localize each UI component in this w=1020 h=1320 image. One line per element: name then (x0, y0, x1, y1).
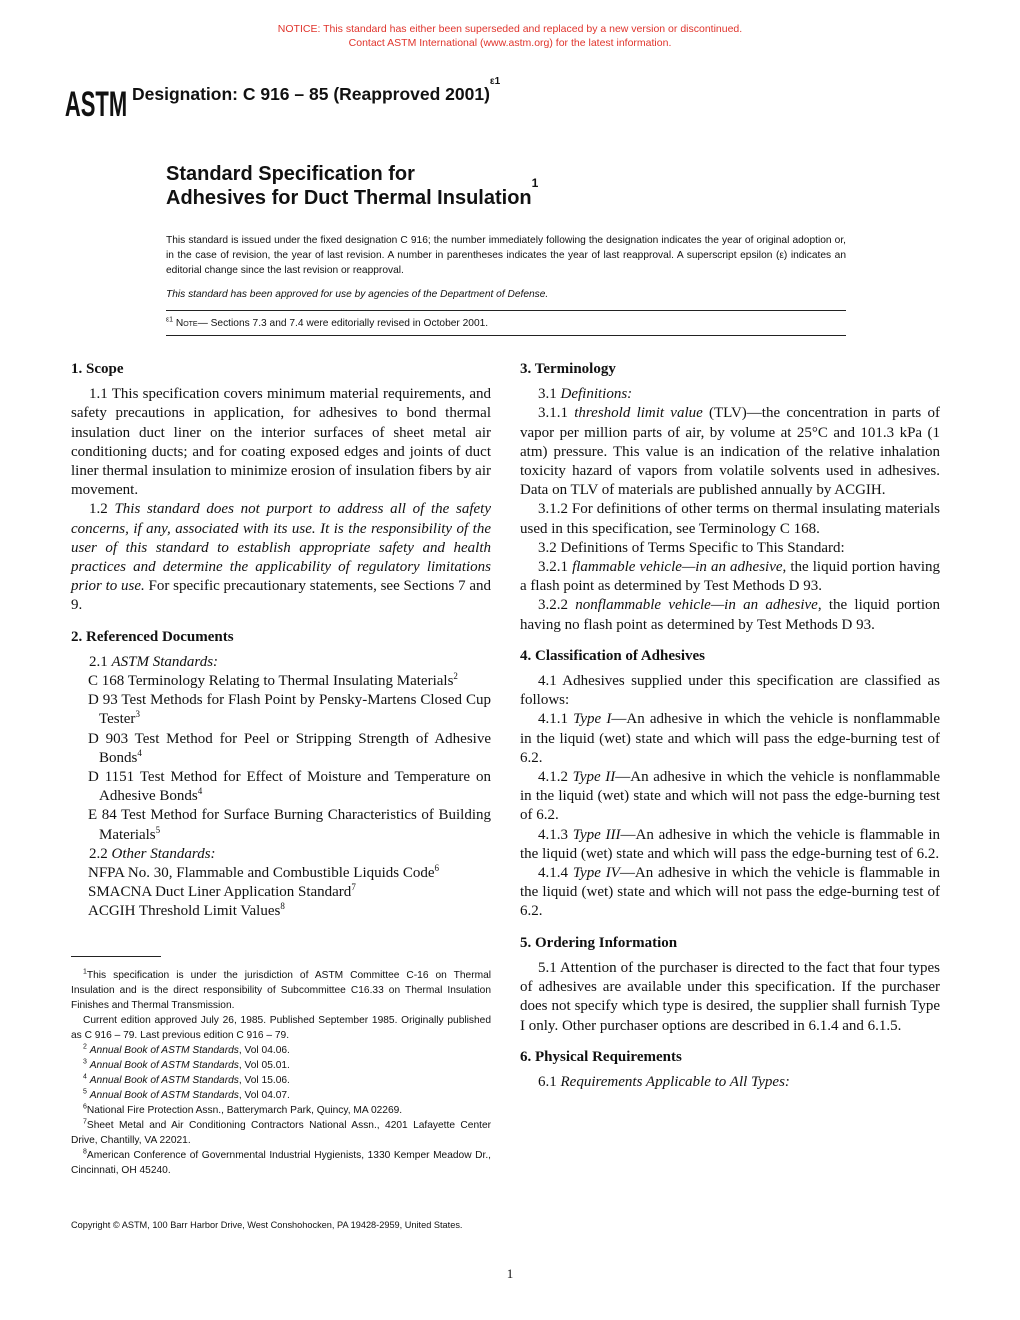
reference-item (71, 768, 491, 806)
footnote-text: Current edition approved July 26, 1985. Published September 1985. Originally published as C 916 – 79. Last previous edition C 916 – 79. (71, 1015, 491, 1041)
footnote (71, 1118, 491, 1148)
enote-label: Note (175, 318, 198, 329)
reference-sup: 4 (197, 786, 203, 797)
title-line-1: Standard Specification for (166, 163, 415, 185)
reference-sup: 3 (135, 709, 140, 720)
type-item (520, 768, 940, 826)
footnote-sup: 5 (83, 1088, 87, 1096)
section-3-heading: 3. Terminology (520, 361, 616, 377)
reference-item (71, 864, 491, 883)
reference-sup: 8 (280, 901, 285, 912)
type-label: Type II (572, 769, 616, 786)
footnote-text: This specification is under the jurisdiction of ASTM Committee C-16 on Thermal Insulation and is the direct responsibility of Subcommittee C16.33 on Thermal Insulation Finishes and Thermal Transmission. (71, 970, 491, 1011)
para-3-1-1-term: threshold limit value (574, 405, 703, 422)
type-num: 4.1.1 (538, 711, 574, 728)
para-3-2: 3.2 Definitions of Terms Specific to This Standard: (538, 539, 845, 556)
para-1-1: 1.1 This specification covers minimum material requirements, and safety precautions in application, for adhesives to bond thermal insulation duct liner on the interior surfaces of sheet metal air conditioning ducts; and for coating exposed edges and joints of duct liner thermal insulation to minimize erosion of insulation fibers by air movement. (71, 386, 491, 499)
type-num: 4.1.4 (538, 865, 573, 882)
section-5-heading: 5. Ordering Information (520, 934, 678, 951)
section-4-heading: 4. Classification of Adhesives (520, 647, 706, 664)
reference-text: SMACNA Duct Liner Application Standard (88, 884, 352, 901)
para-6-1-label: Requirements Applicable to All Types: (560, 1073, 790, 1090)
para-2-2-label: Other Standards: (111, 845, 216, 862)
reference-sup: 4 (137, 747, 142, 758)
type-item (520, 864, 940, 922)
footnote-italic: Annual Book of ASTM Standards (89, 1090, 239, 1101)
logo-text: ASTM (64, 84, 128, 125)
footnote (71, 1013, 491, 1043)
para-2-1 (71, 653, 491, 672)
para-6-1-num: 6.1 (538, 1073, 561, 1090)
footnote-text: National Fire Protection Assn., Batterymarch Park, Quincy, MA 02269. (86, 1105, 403, 1116)
para-3-2-2-term: nonflammable vehicle—in an adhesive (575, 597, 818, 614)
para-2-1-num: 2.1 (89, 653, 112, 670)
designation-text: Designation: C 916 – 85 (Reapproved 2001) (132, 84, 490, 104)
reference-text: ACGIH Threshold Limit Values (88, 903, 281, 920)
enote-epsilon: ε1 (166, 316, 174, 324)
divider-top (166, 310, 846, 311)
para-3-2-2-num: 3.2.2 (538, 597, 576, 614)
footnote-sup: 6 (83, 1103, 87, 1111)
para-3-1-1-text: (TLV)—the concentration in parts of vapor per million parts of air, by volume at 25°C and 101.3 kPa (1 atm) pressure. This value is an indication of the relative inhalation toxicity hazard of vapors from volatile solvents used in adhesives. Data on TLV of materials are published annually by ACGIH. (520, 405, 940, 499)
type-label: Type III (572, 826, 621, 843)
editorial-note (166, 318, 488, 329)
type-label: Type I (573, 711, 612, 728)
designation-epsilon: ε1 (489, 76, 501, 87)
footnote-text: , Vol 15.06. (238, 1075, 290, 1086)
reference-item (71, 806, 491, 844)
footnote-text: , Vol 05.01. (238, 1060, 290, 1071)
para-1-2-num: 1.2 (89, 501, 115, 518)
footnote-divider (71, 956, 161, 957)
footnote (71, 968, 491, 1013)
type-num: 4.1.3 (538, 826, 573, 843)
type-label: Type IV (572, 865, 620, 882)
para-1-2 (71, 500, 491, 615)
reference-text: D 93 Test Methods for Flash Point by Pensky-Martens Closed Cup Tester (88, 692, 491, 728)
reference-item (71, 883, 491, 902)
footnote-sup: 7 (83, 1118, 87, 1126)
footnote-italic: Annual Book of ASTM Standards (89, 1060, 239, 1071)
para-4-1: 4.1 Adhesives supplied under this specification are classified as follows: (520, 673, 940, 709)
para-3-2-1 (520, 558, 940, 596)
para-6-1 (520, 1073, 940, 1092)
para-2-1-label: ASTM Standards: (111, 653, 219, 670)
reference-item (71, 730, 491, 768)
section-6-heading: 6. Physical Requirements (520, 1048, 682, 1065)
reference-item (71, 691, 491, 729)
footnote-sup: 3 (83, 1058, 87, 1066)
issuance-statement: This standard is issued under the fixed designation C 916; the number immediately following the designation indicates the year of original adoption or, in the case of revision, the year of last revision. A number in parentheses indicates the year of last reapproval. A superscript epsilon (ε) indicates an editorial change since the last revision or reapproval. (166, 235, 846, 276)
footnote-text: , Vol 04.07. (238, 1090, 290, 1101)
copyright: Copyright © ASTM, 100 Barr Harbor Drive, West Conshohocken, PA 19428-2959, United States. (71, 1220, 463, 1230)
footnote-text: Sheet Metal and Air Conditioning Contractors National Assn., 4201 Lafayette Center Drive, Chantilly, VA 22021. (71, 1120, 491, 1146)
notice-line-2: Contact ASTM International (www.astm.org) for the latest information. (348, 37, 672, 49)
enote-text: — Sections 7.3 and 7.4 were editorially revised in October 2001. (197, 318, 489, 329)
supersession-notice (0, 22, 1020, 50)
footnote-italic: Annual Book of ASTM Standards (89, 1075, 239, 1086)
title-footnote-ref: 1 (531, 176, 539, 190)
footnote-sup: 4 (83, 1073, 87, 1081)
divider-bottom (166, 335, 846, 336)
para-2-2-num: 2.2 (89, 845, 112, 862)
reference-text: E 84 Test Method for Surface Burning Characteristics of Building Materials (88, 807, 491, 843)
para-2-2 (71, 845, 491, 864)
para-3-1-num: 3.1 (538, 386, 561, 403)
footnote (71, 1058, 491, 1073)
type-item (520, 710, 940, 768)
footnote (71, 1148, 491, 1178)
para-3-1-2: 3.1.2 For definitions of other terms on thermal insulating materials used in this specification, see Terminology C 168. (520, 501, 940, 537)
type-text: —An adhesive in which the vehicle is flammable in the liquid (wet) state and which will pass the edge-burning test of 6.2. (520, 826, 941, 862)
para-3-1-1 (520, 404, 940, 500)
type-text: —An adhesive in which the vehicle is nonflammable in the liquid (wet) state and which will pass the edge-burning test of 6.2. (520, 711, 940, 766)
page-number: 1 (506, 1266, 514, 1281)
para-5-1: 5.1 Attention of the purchaser is directed to the fact that four types of adhesives are available under this specification. If the purchaser does not specify which type is desired, the supplier shall furnish Type I only. Other purchaser options are described in 6.1.4 and 6.1.5. (520, 959, 940, 1034)
para-1-2-italic: This standard does not purport to address all of the safety concerns, if any, associated with its use. It is the responsibility of the user of this standard to establish appropriate safety and health practices and determine the applicability of regulatory limitations prior to use. (71, 501, 492, 595)
title-line-2: Adhesives for Duct Thermal Insulation (166, 187, 532, 209)
notice-line-1: NOTICE: This standard has either been superseded and replaced by a new version or discontinued. (277, 23, 743, 35)
footnote (71, 1073, 491, 1088)
type-text: —An adhesive in which the vehicle is nonflammable in the liquid (wet) state and which will not pass the edge-burning test of 6.2. (520, 769, 940, 824)
reference-sup: 5 (155, 824, 161, 835)
footnote-italic: Annual Book of ASTM Standards (89, 1045, 239, 1056)
footnote-sup: 1 (83, 968, 87, 976)
reference-sup: 7 (351, 882, 356, 893)
type-num: 4.1.2 (538, 769, 573, 786)
reference-item (71, 672, 491, 691)
para-3-2-2-text: , the liquid portion having no flash point as determined by Test Methods D 93. (520, 597, 940, 633)
footnote (71, 1043, 491, 1058)
para-1-2-rest: For specific precautionary statements, see Sections 7 and 9. (71, 578, 491, 614)
dod-approval: This standard has been approved for use by agencies of the Department of Defense. (166, 289, 549, 300)
footnote-text: American Conference of Governmental Industrial Hygienists, 1330 Kemper Meadow Dr., Cincinnati, OH 45240. (71, 1150, 491, 1176)
footnote (71, 1088, 491, 1103)
reference-text: NFPA No. 30, Flammable and Combustible Liquids Code (88, 865, 435, 882)
type-text: —An adhesive in which the vehicle is flammable in the liquid (wet) state and which will not pass the edge-burning test of 6.2. (520, 865, 941, 920)
reference-item (71, 902, 491, 921)
footnote-sup: 2 (83, 1043, 87, 1051)
section-2-heading: 2. Referenced Documents (71, 628, 234, 645)
para-3-2-1-term: flammable vehicle—in an adhesive (572, 559, 783, 576)
para-3-1-1-num: 3.1.1 (538, 405, 575, 422)
astm-logo (64, 76, 128, 125)
reference-sup: 2 (453, 671, 458, 682)
reference-sup: 6 (434, 863, 440, 874)
right-column (520, 360, 940, 1092)
astm-references (71, 672, 491, 845)
footnotes (71, 968, 491, 1178)
section-1-heading: 1. Scope (71, 361, 124, 377)
other-references (71, 864, 491, 922)
type-item (520, 826, 940, 864)
footnote (71, 1103, 491, 1118)
left-column (71, 360, 491, 922)
para-3-1-label: Definitions: (560, 386, 633, 403)
reference-text: C 168 Terminology Relating to Thermal Insulating Materials (88, 673, 454, 690)
footnote-sup: 8 (83, 1148, 87, 1156)
para-3-2-1-text: , the liquid portion having a flash point as determined by Test Methods D 93. (520, 559, 941, 595)
para-3-1 (520, 385, 940, 404)
para-3-2-2 (520, 596, 940, 634)
reference-text: D 1151 Test Method for Effect of Moisture and Temperature on Adhesive Bonds (88, 769, 491, 805)
document-title (166, 162, 538, 210)
para-3-2-1-num: 3.2.1 (538, 559, 573, 576)
footnote-text: , Vol 04.06. (238, 1045, 290, 1056)
reference-text: D 903 Test Method for Peel or Stripping Strength of Adhesive Bonds (88, 730, 491, 766)
